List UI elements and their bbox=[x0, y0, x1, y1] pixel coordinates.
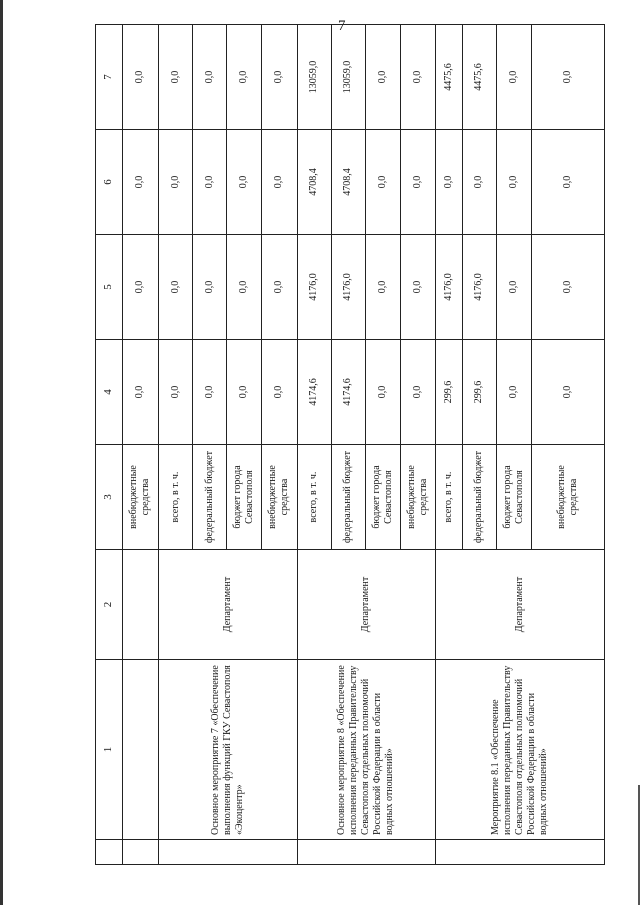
spacer-cell bbox=[436, 840, 605, 865]
value-cell: 0,0 bbox=[122, 235, 158, 340]
value-cell: 0,0 bbox=[159, 340, 193, 445]
page-number: 7 bbox=[338, 18, 346, 34]
value-cell: 0,0 bbox=[400, 25, 435, 130]
budget-table bbox=[95, 24, 605, 865]
source-cell: федеральный бюджет bbox=[331, 445, 365, 550]
value-cell: 0,0 bbox=[365, 25, 400, 130]
value-cell: 13059,0 bbox=[331, 25, 365, 130]
value-cell: 0,0 bbox=[193, 130, 227, 235]
value-cell: 0,0 bbox=[227, 25, 262, 130]
value-cell: 4176,0 bbox=[297, 235, 331, 340]
value-cell: 0,0 bbox=[365, 340, 400, 445]
value-cell: 4708,4 bbox=[297, 130, 331, 235]
spacer-cell bbox=[122, 840, 158, 865]
source-cell: всего, в т. ч. bbox=[297, 445, 331, 550]
value-cell: 0,0 bbox=[462, 130, 496, 235]
source-cell: бюджет города Севастополя bbox=[227, 445, 262, 550]
header-col-3: 3 bbox=[96, 445, 123, 550]
value-cell: 0,0 bbox=[227, 340, 262, 445]
value-cell: 0,0 bbox=[262, 235, 297, 340]
activity-name: Основное мероприятие 7 «Обеспечение выполнения функций ГКУ Севастополя «Экоцентр» bbox=[159, 660, 297, 840]
value-cell: 0,0 bbox=[227, 235, 262, 340]
value-cell: 0,0 bbox=[365, 235, 400, 340]
value-cell: 0,0 bbox=[122, 340, 158, 445]
source-cell: федеральный бюджет bbox=[462, 445, 496, 550]
value-cell: 4176,0 bbox=[436, 235, 463, 340]
header-row bbox=[96, 25, 123, 865]
source-cell: внебюджетные средства bbox=[400, 445, 435, 550]
value-cell: 4174,6 bbox=[297, 340, 331, 445]
header-col-2: 2 bbox=[96, 550, 123, 660]
source-cell: бюджет города Севастополя bbox=[496, 445, 531, 550]
value-cell: 0,0 bbox=[496, 130, 531, 235]
header-col-6: 6 bbox=[96, 130, 123, 235]
value-cell: 0,0 bbox=[159, 235, 193, 340]
value-cell: 0,0 bbox=[122, 130, 158, 235]
source-cell: федеральный бюджет bbox=[193, 445, 227, 550]
value-cell: 0,0 bbox=[227, 130, 262, 235]
activity-name: Основное мероприятие 8 «Обеспечение исполнения переданных Правительству Севастополя отдельных полномочий Российской Федерации в области водных отношений» bbox=[297, 660, 435, 840]
value-cell: 0,0 bbox=[159, 130, 193, 235]
department: Департамент bbox=[297, 550, 435, 660]
source-cell: бюджет города Севастополя bbox=[365, 445, 400, 550]
table-row bbox=[159, 25, 193, 865]
value-cell: 0,0 bbox=[496, 340, 531, 445]
value-cell: 299,6 bbox=[462, 340, 496, 445]
value-cell: 0,0 bbox=[400, 130, 435, 235]
value-cell: 4174,6 bbox=[331, 340, 365, 445]
header-col-5: 5 bbox=[96, 235, 123, 340]
value-cell: 4176,0 bbox=[462, 235, 496, 340]
value-cell: 4708,4 bbox=[331, 130, 365, 235]
table-row bbox=[297, 25, 331, 865]
value-cell: 0,0 bbox=[193, 340, 227, 445]
department: Департамент bbox=[159, 550, 297, 660]
name-cell bbox=[122, 660, 158, 840]
value-cell: 0,0 bbox=[262, 130, 297, 235]
value-cell: 0,0 bbox=[531, 130, 604, 235]
dept-cell bbox=[122, 550, 158, 660]
header-col-4: 4 bbox=[96, 340, 123, 445]
value-cell: 0,0 bbox=[400, 340, 435, 445]
value-cell: 0,0 bbox=[496, 235, 531, 340]
source-cell: внебюджетные средства bbox=[122, 445, 158, 550]
value-cell: 13059,0 bbox=[297, 25, 331, 130]
table-row bbox=[122, 25, 158, 865]
source-cell: всего, в т. ч. bbox=[159, 445, 193, 550]
department: Департамент bbox=[436, 550, 605, 660]
scan-edge-left bbox=[0, 0, 3, 905]
value-cell: 0,0 bbox=[531, 25, 604, 130]
value-cell: 0,0 bbox=[365, 130, 400, 235]
source-cell: внебюджетные средства bbox=[531, 445, 604, 550]
rotated-table-container bbox=[95, 60, 605, 865]
spacer-cell bbox=[297, 840, 435, 865]
value-cell: 4475,6 bbox=[462, 25, 496, 130]
header-col-7: 7 bbox=[96, 25, 123, 130]
value-cell: 4176,0 bbox=[331, 235, 365, 340]
spacer-cell bbox=[159, 840, 297, 865]
activity-name: Мероприятие 8.1 «Обеспечение исполнения переданных Правительству Севастополя отдельных полномочий Российской Федерации в области водных отношений» bbox=[436, 660, 605, 840]
value-cell: 299,6 bbox=[436, 340, 463, 445]
source-cell: внебюджетные средства bbox=[262, 445, 297, 550]
value-cell: 0,0 bbox=[193, 25, 227, 130]
value-cell: 0,0 bbox=[262, 340, 297, 445]
value-cell: 0,0 bbox=[262, 25, 297, 130]
table-row bbox=[436, 25, 463, 865]
value-cell: 0,0 bbox=[531, 340, 604, 445]
value-cell: 0,0 bbox=[193, 235, 227, 340]
value-cell: 4475,6 bbox=[436, 25, 463, 130]
value-cell: 0,0 bbox=[496, 25, 531, 130]
value-cell: 0,0 bbox=[436, 130, 463, 235]
source-cell: всего, в т. ч. bbox=[436, 445, 463, 550]
spacer-cell bbox=[96, 840, 123, 865]
value-cell: 0,0 bbox=[159, 25, 193, 130]
header-col-1: 1 bbox=[96, 660, 123, 840]
value-cell: 0,0 bbox=[400, 235, 435, 340]
value-cell: 0,0 bbox=[531, 235, 604, 340]
value-cell: 0,0 bbox=[122, 25, 158, 130]
